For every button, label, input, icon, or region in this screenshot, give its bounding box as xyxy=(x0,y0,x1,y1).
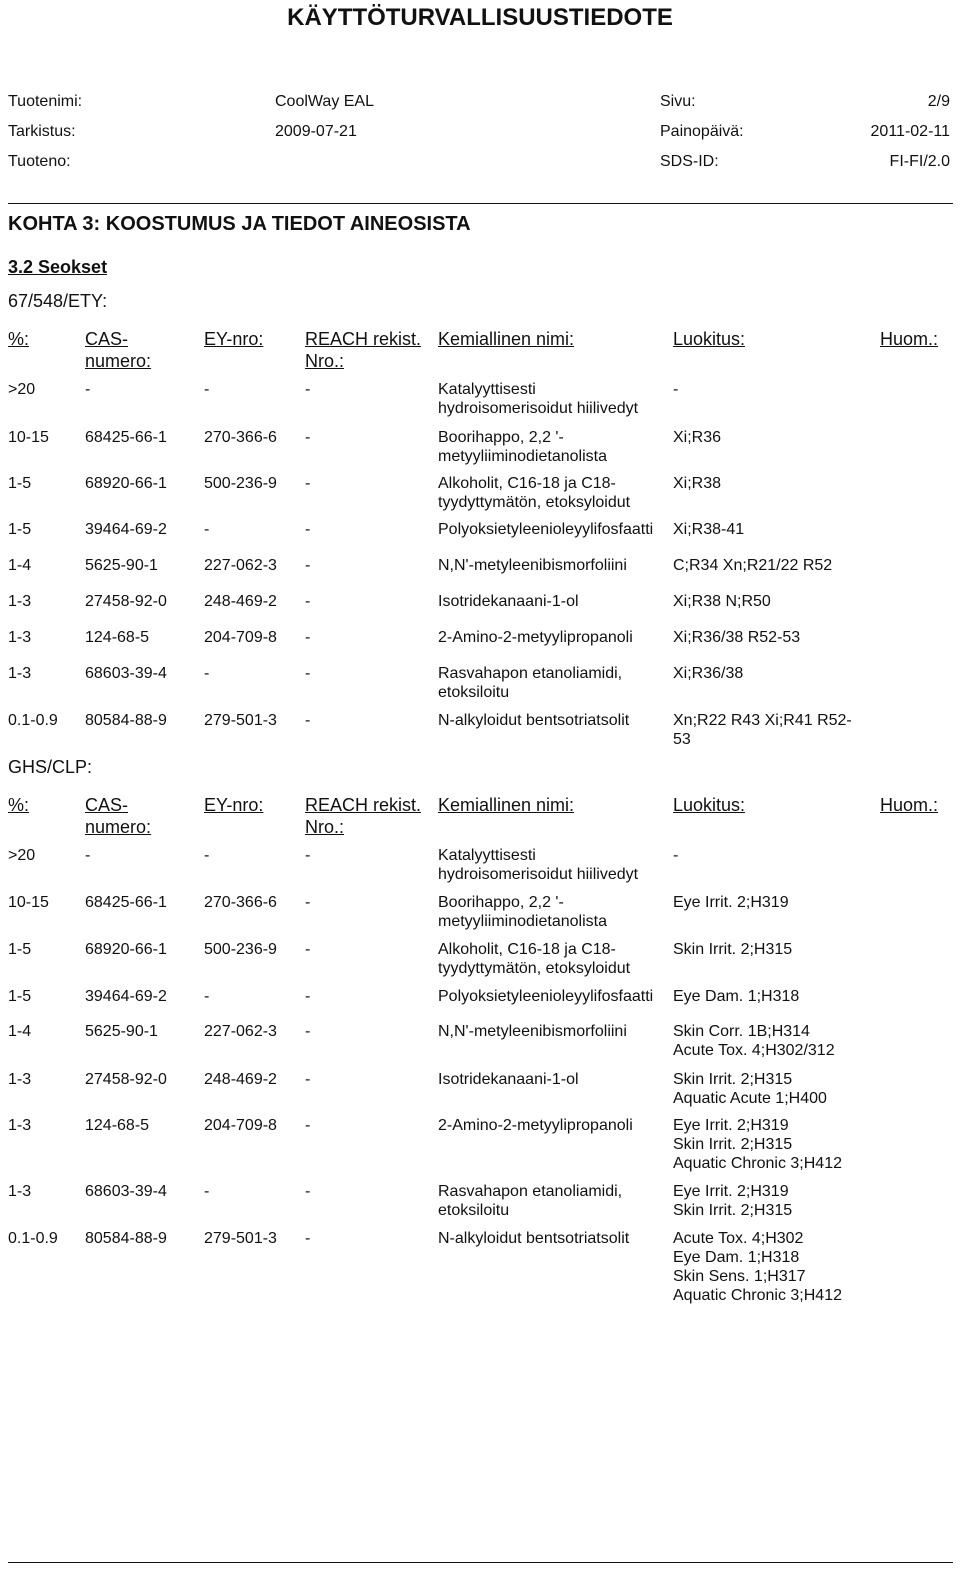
header-line: Nro.: xyxy=(305,817,345,837)
classification-line: Eye Irrit. 2;H319 xyxy=(673,1183,789,1200)
dsd-table-label: 67/548/ETY: xyxy=(8,291,108,311)
name-line: 2-Amino-2-metyylipropanoli xyxy=(438,1117,633,1134)
cell-reach: - xyxy=(305,665,311,682)
cell-reach: - xyxy=(305,712,311,729)
cell-percent: 1-4 xyxy=(8,1023,32,1040)
cell-reach: - xyxy=(305,557,311,574)
classification-line: Xi;R38 N;R50 xyxy=(673,593,771,610)
cell-cas: 80584-88-9 xyxy=(85,1230,167,1247)
document-title: KÄYTTÖTURVALLISUUSTIEDOTE xyxy=(287,4,673,31)
cell-classification xyxy=(673,380,873,399)
name-line: Polyoksietyleenioleyylifosfaatti xyxy=(438,521,654,538)
cell-chemical-name xyxy=(438,428,670,466)
classification-line: Skin Irrit. 2;H315 xyxy=(673,1202,793,1219)
classification-line: Acute Tox. 4;H302 xyxy=(673,1230,804,1247)
cell-cas: 68920-66-1 xyxy=(85,475,167,492)
cell-cas: 5625-90-1 xyxy=(85,1023,158,1040)
col-header-reach xyxy=(305,794,421,838)
col-header-classification: Luokitus: xyxy=(673,795,746,815)
col-header-ec: EY-nro: xyxy=(204,329,264,349)
classification-line: Aquatic Acute 1;H400 xyxy=(673,1090,827,1107)
cell-chemical-name xyxy=(438,1182,670,1220)
classification-line: Xn;R22 R43 Xi;R41 R52- xyxy=(673,712,852,729)
cell-ec: 270-366-6 xyxy=(204,894,277,911)
cell-chemical-name xyxy=(438,628,670,647)
cell-ec: 227-062-3 xyxy=(204,557,277,574)
cell-percent: 1-5 xyxy=(8,941,32,958)
header-line: REACH rekist. xyxy=(305,329,422,349)
name-line: N-alkyloidut bentsotriatsolit xyxy=(438,712,630,729)
cell-cas: 68603-39-4 xyxy=(85,1183,167,1200)
cell-ec: 248-469-2 xyxy=(204,593,277,610)
ghs-table-label: GHS/CLP: xyxy=(8,757,93,777)
classification-line: Aquatic Chronic 3;H412 xyxy=(673,1287,842,1304)
name-line: Rasvahapon etanoliamidi, xyxy=(438,1183,623,1200)
cell-reach: - xyxy=(305,1023,311,1040)
cell-chemical-name xyxy=(438,846,670,884)
ghs-table-header xyxy=(0,794,960,838)
cell-chemical-name xyxy=(438,711,670,730)
meta-value: 2/9 xyxy=(927,93,950,110)
name-line: Alkoholit, C16-18 ja C18- xyxy=(438,475,616,492)
cell-classification xyxy=(673,1116,873,1173)
cell-percent: 10-15 xyxy=(8,894,49,911)
name-line: metyyliiminodietanolista xyxy=(438,913,607,930)
col-header-note: Huom.: xyxy=(880,795,939,815)
cell-ec: - xyxy=(204,847,210,864)
cell-classification xyxy=(673,664,873,683)
cell-reach: - xyxy=(305,629,311,646)
meta-value: CoolWay EAL xyxy=(275,93,374,110)
cell-cas: 68603-39-4 xyxy=(85,665,167,682)
cell-classification xyxy=(673,474,873,493)
header-line: Nro.: xyxy=(305,351,345,371)
name-line: hydroisomerisoidut hiilivedyt xyxy=(438,866,639,883)
cell-chemical-name xyxy=(438,664,670,702)
header-line: CAS- xyxy=(85,329,129,349)
classification-line: Xi;R36 xyxy=(673,429,722,446)
name-line: Alkoholit, C16-18 ja C18- xyxy=(438,941,616,958)
cell-classification xyxy=(673,893,873,912)
meta-label: Painopäivä: xyxy=(660,123,744,140)
cell-reach: - xyxy=(305,381,311,398)
name-line: Boorihappo, 2,2 '- xyxy=(438,894,564,911)
cell-cas: 124-68-5 xyxy=(85,1117,150,1134)
cell-classification xyxy=(673,1182,873,1220)
name-line: N,N'-metyleenibismorfoliini xyxy=(438,1023,627,1040)
header-line: numero: xyxy=(85,351,152,371)
classification-line: 53 xyxy=(673,731,691,748)
cell-classification xyxy=(673,520,873,539)
cell-classification xyxy=(673,1070,873,1108)
cell-reach: - xyxy=(305,521,311,538)
meta-label: Sivu: xyxy=(660,93,696,110)
cell-classification xyxy=(673,711,873,749)
classification-line: - xyxy=(673,381,679,398)
cell-percent: 1-4 xyxy=(8,557,32,574)
cell-ec: - xyxy=(204,521,210,538)
cell-reach: - xyxy=(305,429,311,446)
header-line: CAS- xyxy=(85,795,129,815)
classification-line: Eye Irrit. 2;H319 xyxy=(673,1117,789,1134)
classification-line: Acute Tox. 4;H302/312 xyxy=(673,1042,835,1059)
name-line: N-alkyloidut bentsotriatsolit xyxy=(438,1230,630,1247)
cell-classification xyxy=(673,592,873,611)
meta-label: Tarkistus: xyxy=(8,123,76,140)
cell-ec: 279-501-3 xyxy=(204,712,277,729)
header-divider xyxy=(8,203,953,204)
meta-value: FI-FI/2.0 xyxy=(889,153,950,170)
cell-chemical-name xyxy=(438,474,670,512)
name-line: Katalyyttisesti xyxy=(438,847,536,864)
cell-cas: 124-68-5 xyxy=(85,629,150,646)
classification-line: Xi;R38 xyxy=(673,475,722,492)
cell-reach: - xyxy=(305,475,311,492)
cell-ec: 500-236-9 xyxy=(204,475,277,492)
cell-percent: 1-3 xyxy=(8,665,32,682)
classification-line: Skin Irrit. 2;H315 xyxy=(673,1071,793,1088)
cell-percent: 1-5 xyxy=(8,521,32,538)
cell-percent: 1-3 xyxy=(8,1071,32,1088)
cell-ec: - xyxy=(204,1183,210,1200)
classification-line: - xyxy=(673,847,679,864)
name-line: tyydyttymätön, etoksyloidut xyxy=(438,494,631,511)
cell-reach: - xyxy=(305,988,311,1005)
cell-reach: - xyxy=(305,1183,311,1200)
meta-row-product-number xyxy=(0,152,960,172)
cell-reach: - xyxy=(305,847,311,864)
classification-line: Skin Sens. 1;H317 xyxy=(673,1268,806,1285)
cell-ec: 279-501-3 xyxy=(204,1230,277,1247)
cell-cas: 68425-66-1 xyxy=(85,894,167,911)
cell-percent: 10-15 xyxy=(8,429,49,446)
col-header-chemical-name: Kemiallinen nimi: xyxy=(438,795,575,815)
cell-reach: - xyxy=(305,1071,311,1088)
name-line: N,N'-metyleenibismorfoliini xyxy=(438,557,627,574)
cell-ec: - xyxy=(204,665,210,682)
cell-ec: - xyxy=(204,381,210,398)
cell-cas: - xyxy=(85,381,91,398)
meta-value: 2009-07-21 xyxy=(275,123,357,140)
cell-chemical-name xyxy=(438,1022,670,1041)
classification-line: C;R34 Xn;R21/22 R52 xyxy=(673,557,833,574)
cell-chemical-name xyxy=(438,893,670,931)
footer-divider xyxy=(8,1562,953,1563)
col-header-chemical-name: Kemiallinen nimi: xyxy=(438,329,575,349)
cell-percent: 1-5 xyxy=(8,988,32,1005)
cell-percent: 0.1-0.9 xyxy=(8,1230,58,1247)
cell-classification xyxy=(673,987,873,1006)
header-line: REACH rekist. xyxy=(305,795,422,815)
cell-ec: 248-469-2 xyxy=(204,1071,277,1088)
name-line: Rasvahapon etanoliamidi, xyxy=(438,665,623,682)
name-line: tyydyttymätön, etoksyloidut xyxy=(438,960,631,977)
cell-cas: 27458-92-0 xyxy=(85,593,167,610)
cell-classification xyxy=(673,1022,873,1060)
cell-chemical-name xyxy=(438,987,670,1006)
cell-cas: 39464-69-2 xyxy=(85,521,167,538)
name-line: Isotridekanaani-1-ol xyxy=(438,593,579,610)
col-header-cas xyxy=(85,328,151,372)
name-line: 2-Amino-2-metyylipropanoli xyxy=(438,629,633,646)
meta-row-product xyxy=(0,92,960,112)
cell-chemical-name xyxy=(438,380,670,418)
cell-ec: 227-062-3 xyxy=(204,1023,277,1040)
cell-reach: - xyxy=(305,1230,311,1247)
cell-classification xyxy=(673,556,873,575)
col-header-percent: %: xyxy=(8,329,30,349)
name-line: metyyliiminodietanolista xyxy=(438,448,607,465)
cell-ec: 204-709-8 xyxy=(204,629,277,646)
name-line: etoksiloitu xyxy=(438,1202,510,1219)
classification-line: Xi;R36/38 R52-53 xyxy=(673,629,801,646)
cell-chemical-name xyxy=(438,556,670,575)
cell-reach: - xyxy=(305,894,311,911)
name-line: Polyoksietyleenioleyylifosfaatti xyxy=(438,988,654,1005)
meta-label: SDS-ID: xyxy=(660,153,719,170)
col-header-percent: %: xyxy=(8,795,30,815)
meta-label: Tuoteno: xyxy=(8,153,71,170)
col-header-cas xyxy=(85,794,151,838)
cell-reach: - xyxy=(305,593,311,610)
classification-line: Eye Dam. 1;H318 xyxy=(673,988,800,1005)
classification-line: Xi;R36/38 xyxy=(673,665,744,682)
cell-classification xyxy=(673,940,873,959)
cell-percent: >20 xyxy=(8,847,36,864)
col-header-ec: EY-nro: xyxy=(204,795,264,815)
cell-percent: 1-5 xyxy=(8,475,32,492)
classification-line: Eye Dam. 1;H318 xyxy=(673,1249,800,1266)
cell-chemical-name xyxy=(438,1116,670,1135)
classification-line: Eye Irrit. 2;H319 xyxy=(673,894,789,911)
col-header-classification: Luokitus: xyxy=(673,329,746,349)
name-line: hydroisomerisoidut hiilivedyt xyxy=(438,400,639,417)
cell-classification xyxy=(673,846,873,865)
cell-percent: 1-3 xyxy=(8,1117,32,1134)
col-header-note: Huom.: xyxy=(880,329,939,349)
cell-ec: - xyxy=(204,988,210,1005)
cell-chemical-name xyxy=(438,1070,670,1089)
cell-chemical-name xyxy=(438,520,670,539)
cell-reach: - xyxy=(305,941,311,958)
cell-ec: 270-366-6 xyxy=(204,429,277,446)
classification-line: Skin Irrit. 2;H315 xyxy=(673,1136,793,1153)
classification-line: Xi;R38-41 xyxy=(673,521,745,538)
cell-cas: 39464-69-2 xyxy=(85,988,167,1005)
cell-cas: 27458-92-0 xyxy=(85,1071,167,1088)
cell-chemical-name xyxy=(438,592,670,611)
cell-classification xyxy=(673,1229,873,1305)
cell-cas: - xyxy=(85,847,91,864)
meta-row-revision xyxy=(0,122,960,142)
cell-classification xyxy=(673,428,873,447)
cell-ec: 204-709-8 xyxy=(204,1117,277,1134)
cell-cas: 68425-66-1 xyxy=(85,429,167,446)
cell-percent: 0.1-0.9 xyxy=(8,712,58,729)
meta-label: Tuotenimi: xyxy=(8,93,83,110)
classification-line: Skin Irrit. 2;H315 xyxy=(673,941,793,958)
cell-classification xyxy=(673,628,873,647)
cell-percent: 1-3 xyxy=(8,593,32,610)
classification-line: Skin Corr. 1B;H314 xyxy=(673,1023,810,1040)
cell-reach: - xyxy=(305,1117,311,1134)
cell-percent: 1-3 xyxy=(8,629,32,646)
cell-percent: 1-3 xyxy=(8,1183,32,1200)
cell-chemical-name xyxy=(438,1229,670,1248)
classification-line: Aquatic Chronic 3;H412 xyxy=(673,1155,842,1172)
header-line: numero: xyxy=(85,817,152,837)
dsd-table-header xyxy=(0,328,960,372)
name-line: Katalyyttisesti xyxy=(438,381,536,398)
cell-cas: 5625-90-1 xyxy=(85,557,158,574)
name-line: Isotridekanaani-1-ol xyxy=(438,1071,579,1088)
col-header-reach xyxy=(305,328,421,372)
meta-value: 2011-02-11 xyxy=(870,123,950,140)
name-line: etoksiloitu xyxy=(438,684,510,701)
cell-cas: 68920-66-1 xyxy=(85,941,167,958)
subsection-title: 3.2 Seokset xyxy=(8,257,108,277)
cell-chemical-name xyxy=(438,940,670,978)
name-line: Boorihappo, 2,2 '- xyxy=(438,429,564,446)
section-title: KOHTA 3: KOOSTUMUS JA TIEDOT AINEOSISTA xyxy=(8,213,471,235)
cell-percent: >20 xyxy=(8,381,36,398)
cell-cas: 80584-88-9 xyxy=(85,712,167,729)
cell-ec: 500-236-9 xyxy=(204,941,277,958)
